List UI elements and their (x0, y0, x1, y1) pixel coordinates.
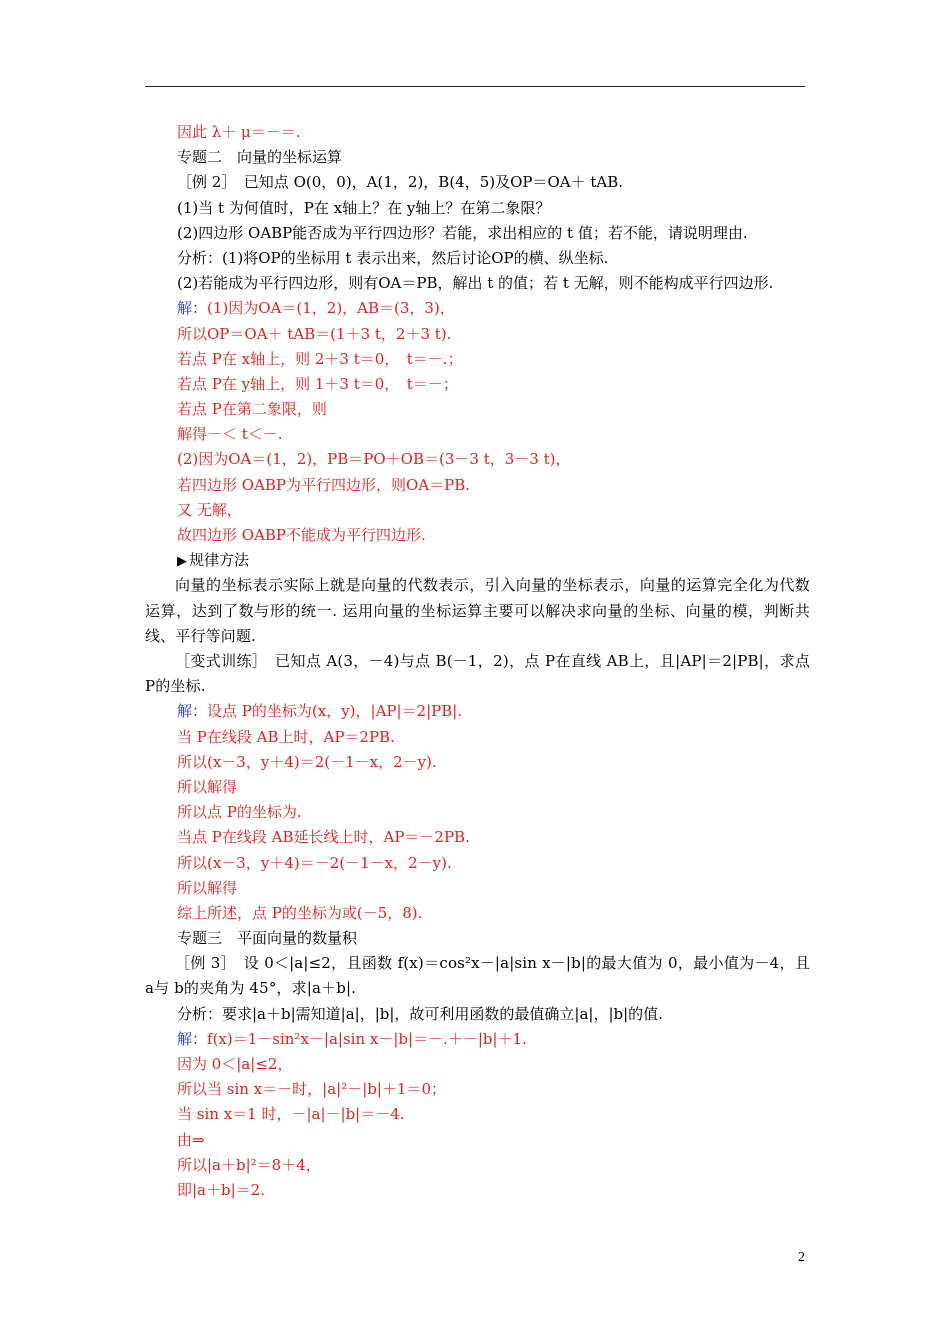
analysis-line: (2)若能成为平行四边形，则有OA＝PB，解出 t 的值；若 t 无解，则不能构成平行四边形. (177, 274, 774, 293)
solution-line (145, 699, 810, 724)
method-heading (145, 548, 810, 573)
exercise-paragraph: ［变式训练］ 已知点 A(3，－4)与点 B(－1，2)，点 P在直线 AB上，且|AP|＝2|PB|，求点 P的坐标. (145, 651, 810, 696)
text-line: (2)四边形 OABP能否成为平行四边形？若能，求出相应的 t 值；若不能，请说明理由. (177, 223, 748, 242)
solution-text: (1)因为OA＝(1，2)，AB＝(3，3)， (207, 299, 455, 318)
text-line: (1)当 t 为何值时，P在 x轴上？在 y轴上？在第二象限？ (177, 198, 551, 217)
solution-line: 因为 0＜|a|≤2， (177, 1055, 293, 1074)
solution-line: 由⇒ (177, 1130, 205, 1149)
example-paragraph: ［例 3］ 设 0＜|a|≤2，且函数 f(x)＝cos²x－|a|sin x－|b|的最大值为 0，最小值为－4，且 a与 b的夹角为 45°，求|a＋b|. (145, 954, 810, 998)
analysis-line: 分析：(1)将OP的坐标用 t 表示出来，然后讨论OP的横、纵坐标. (177, 248, 609, 267)
solution-label: 解： (177, 1029, 208, 1048)
solution-line: 即|a＋b|＝2. (177, 1180, 265, 1199)
solution-line: 所以解得 (177, 878, 238, 897)
section-heading: 专题二 向量的坐标运算 (177, 148, 343, 167)
solution-line: 所以|a＋b|²＝8＋4， (177, 1155, 321, 1174)
solution-line: 当 sin x＝1 时，－|a|－|b|＝－4. (177, 1105, 405, 1124)
header-rule (145, 86, 805, 87)
solution-line: 当点 P在线段 AB延长线上时，AP＝－2PB. (177, 828, 470, 847)
solution-line: 所以解得 (177, 777, 238, 796)
solution-line: 所以当 sin x＝－时，|a|²－|b|＋1＝0； (177, 1080, 447, 1099)
example-statement: ［例 2］ 已知点 O(0，0)，A(1，2)，B(4，5)及OP＝OA＋ tAB. (177, 173, 624, 192)
text-line: 因此 λ＋ μ＝－＝. (177, 123, 301, 141)
solution-line: 所以点 P的坐标为. (177, 803, 302, 822)
page-content (145, 120, 810, 1203)
solution-line: 当 P在线段 AB上时，AP＝2PB. (177, 727, 395, 746)
solution-line: 若点 P在 x轴上，则 2＋3 t＝0， t＝－.； (177, 349, 463, 368)
solution-line: 若点 P在 y轴上，则 1＋3 t＝0， t＝－； (177, 374, 458, 393)
analysis-line: 分析：要求|a＋b|需知道|a|，|b|，故可利用函数的最值确立|a|，|b|的值. (177, 1004, 663, 1023)
method-paragraph: 向量的坐标表示实际上就是向量的代数表示，引入向量的坐标表示，向量的运算完全化为代数运算，达到了数与形的统一. 运用向量的坐标运算主要可以解决求向量的坐标、向量的模，判断共线、平行等问题. (145, 576, 810, 645)
solution-line (145, 296, 810, 321)
solution-line: 综上所述，点 P的坐标为或(－5，8). (177, 903, 423, 922)
method-heading-text: 规律方法 (189, 551, 250, 570)
triangle-right-icon: ▶ (177, 554, 187, 570)
solution-line: 所以(x－3，y＋4)＝－2(－1－x，2－y). (177, 853, 452, 872)
solution-line: 若四边形 OABP为平行四边形，则OA＝PB. (177, 475, 471, 494)
solution-line: 解得－＜ t＜－. (177, 425, 283, 444)
solution-line: 故四边形 OABP不能成为平行四边形. (177, 526, 426, 544)
solution-line: (2)因为OA＝(1，2)，PB＝PO＋OB＝(3－3 t，3－3 t)， (177, 450, 571, 469)
solution-line: 又 无解， (177, 500, 242, 519)
solution-text: f(x)＝1－sin²x－|a|sin x－|b|＝－.＋－|b|＋1. (207, 1029, 527, 1048)
solution-line: 所以OP＝OA＋ tAB＝(1＋3 t，2＋3 t). (177, 324, 452, 343)
solution-line (145, 1027, 810, 1052)
section-heading: 专题三 平面向量的数量积 (177, 929, 358, 948)
page-number: 2 (798, 1250, 805, 1265)
solution-line: 若点 P在第二象限，则 (177, 400, 327, 419)
solution-text: 设点 P的坐标为(x，y)，|AP|＝2|PB|. (207, 702, 463, 721)
solution-label: 解： (177, 299, 208, 318)
solution-line: 所以(x－3，y＋4)＝2(－1－x，2－y). (177, 752, 437, 771)
solution-label: 解： (177, 702, 208, 721)
